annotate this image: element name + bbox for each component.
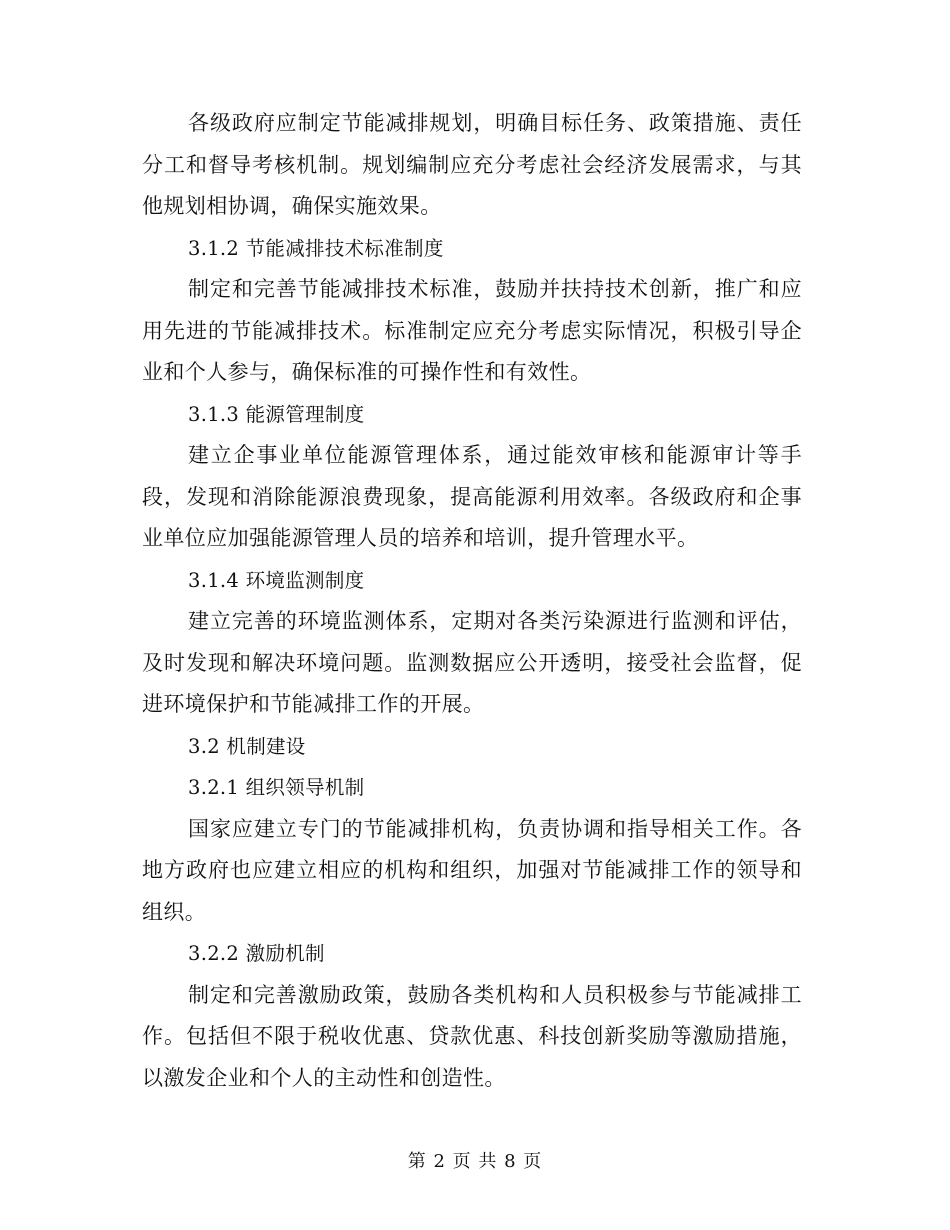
page-number-footer: 第 2 页 共 8 页 xyxy=(407,1151,543,1172)
paragraph: 制定和完善节能减排技术标准，鼓励并扶持技术创新，推广和应用先进的节能减排技术。标准制定应充分考虑实际情况，积极引导企业和个人参与，确保标准的可操作性和有效性。 xyxy=(142,277,802,384)
paragraph: 各级政府应制定节能减排规划，明确目标任务、政策措施、责任分工和督导考核机制。规划编制应充分考虑社会经济发展需求，与其他规划相协调，确保实施效果。 xyxy=(142,111,802,218)
paragraph: 建立企事业单位能源管理体系，通过能效审核和能源审计等手段，发现和消除能源浪费现象，提高能源利用效率。各级政府和企事业单位应加强能源管理人员的培养和培训，提升管理水平。 xyxy=(142,443,802,550)
section-heading: 3.1.2 节能减排技术标准制度 xyxy=(188,236,444,260)
section-heading: 3.2.2 激励机制 xyxy=(188,942,325,965)
paragraph: 制定和完善激励政策，鼓励各类机构和人员积极参与节能减排工作。包括但不限于税收优惠、贷款优惠、科技创新奖励等激励措施，以激发企业和个人的主动性和创造性。 xyxy=(142,982,802,1090)
section-heading: 3.2.1 组织领导机制 xyxy=(188,776,365,799)
paragraph: 建立完善的环境监测体系，定期对各类污染源进行监测和评估，及时发现和解决环境问题。监测数据应公开透明，接受社会监督，促进环境保护和节能减排工作的开展。 xyxy=(142,609,802,716)
section-heading: 3.1.4 环境监测制度 xyxy=(188,568,365,592)
paragraph: 国家应建立专门的节能减排机构，负责协调和指导相关工作。各地方政府也应建立相应的机构和组织，加强对节能减排工作的领导和组织。 xyxy=(142,816,802,924)
section-heading: 3.2 机制建设 xyxy=(188,734,306,758)
document-body xyxy=(142,103,802,1099)
section-heading: 3.1.3 能源管理制度 xyxy=(188,402,365,426)
